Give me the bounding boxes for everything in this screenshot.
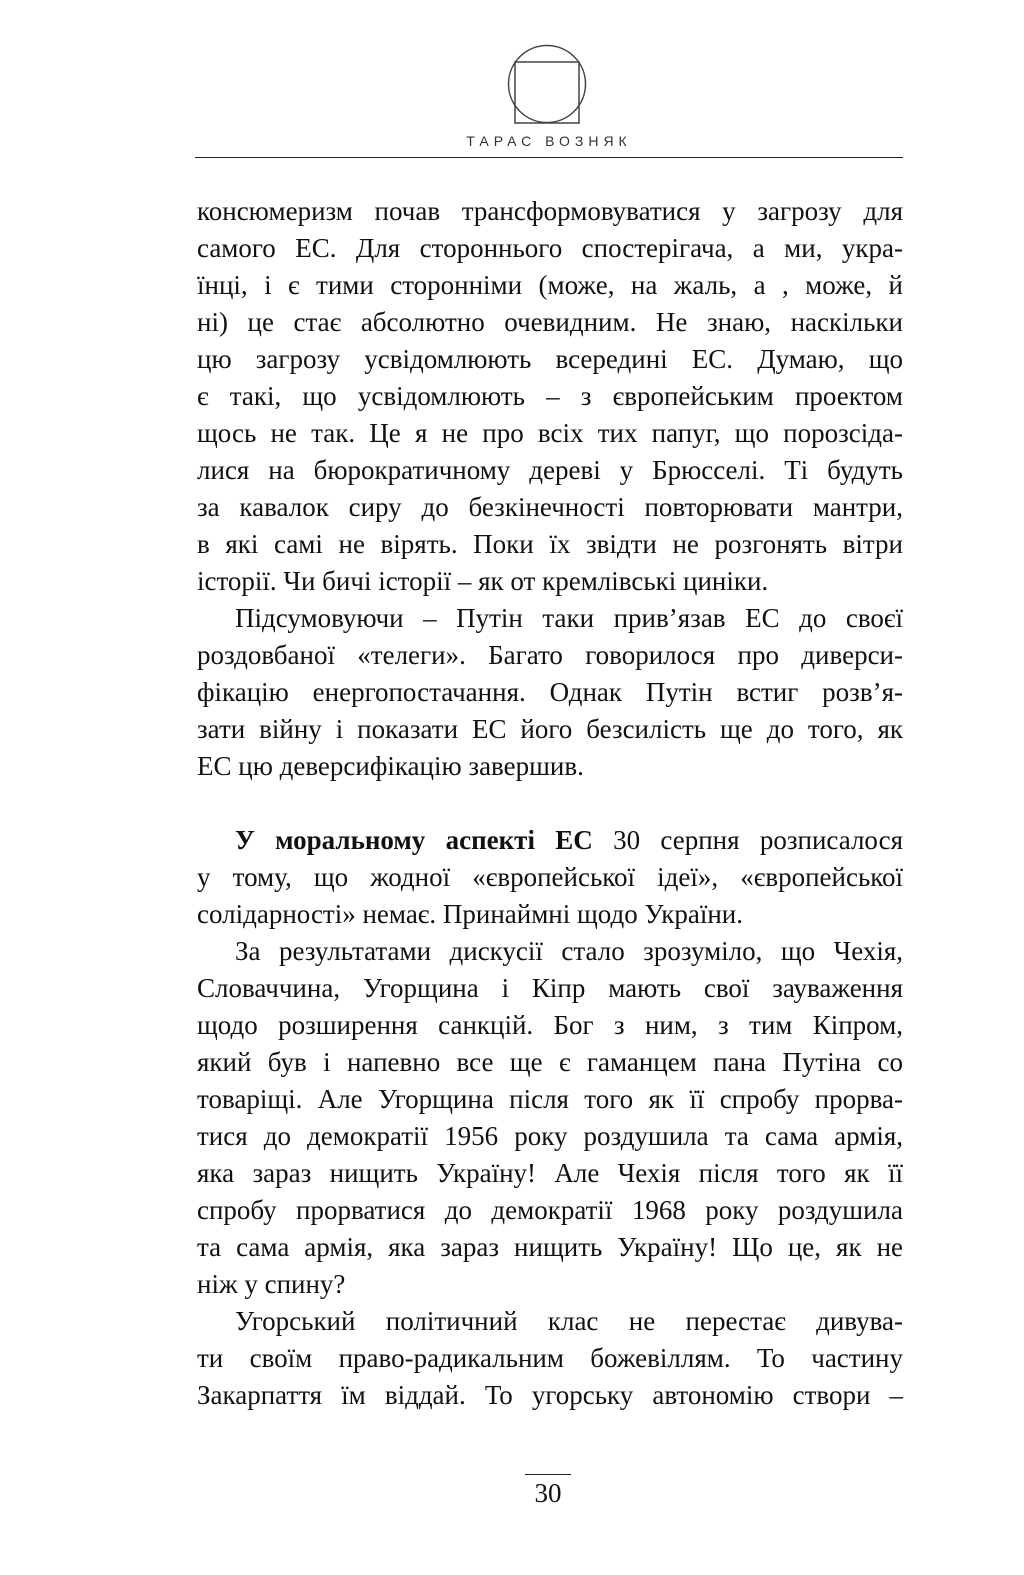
text-line: Угорський політичний клас не перестає дивува- — [235, 1306, 903, 1336]
text-line: роздовбаної «телеги». Багато говорилося про диверси- — [197, 640, 903, 670]
text-line: спробу прорватися до демократії 1968 року роздушила — [197, 1195, 903, 1225]
text-line: Словаччина, Угорщина і Кіпр мають свої зауваження — [197, 973, 903, 1003]
text-line: солідарності» немає. Принаймні щодо України. — [197, 899, 743, 929]
text-line: ніж у спину? — [197, 1269, 346, 1299]
text-line: зати війну і показати ЕС його безсилість ще до того, як — [197, 714, 903, 744]
lead-in-continuation: 30 серпня розписалося — [592, 825, 903, 855]
text-line: щось не так. Це я не про всіх тих папуг, що порозсіда- — [197, 418, 903, 448]
circle-square-logo-icon — [507, 44, 587, 124]
text-line: За результатами дискусії стало зрозуміло, що Чехія, — [235, 936, 903, 966]
text-line: фікацію енергопостачання. Однак Путін встиг розв’я- — [197, 677, 903, 707]
text-line: та сама армія, яка зараз нищить Україну! Що це, як не — [197, 1232, 903, 1262]
text-line: товаріщі. Але Угорщина після того як її спробу прорва- — [197, 1084, 903, 1114]
text-line: ні) це стає абсолютно очевидним. Не знаю, наскільки — [197, 307, 903, 337]
running-head: ТАРАС ВОЗНЯК — [466, 133, 632, 149]
bold-lead-in: У моральному аспекті ЕС — [235, 825, 593, 855]
text-line: який був і напевно все ще є гаманцем пана Путіна со — [197, 1047, 903, 1077]
text-line: тися до демократії 1956 року роздушила та сама армія, — [197, 1121, 903, 1151]
body-text — [197, 193, 903, 1414]
text-line: яка зараз нищить Україну! Але Чехія після того як її — [197, 1158, 903, 1188]
text-line: є такі, що усвідомлюють – з європейським проектом — [197, 381, 903, 411]
text-line — [197, 822, 903, 859]
text-line: ти своїм право-радикальним божевіллям. То частину — [197, 1343, 903, 1373]
text-line: щодо розширення санкцій. Бог з ним, з тим Кіпром, — [197, 1010, 903, 1040]
text-line: Підсумовуючи – Путін таки прив’язав ЕС до своєї — [235, 603, 903, 633]
page-number-rule — [525, 1474, 571, 1475]
text-line: консюмеризм почав трансформовуватися у загрозу для — [197, 196, 903, 226]
text-line: за кавалок сиру до безкінечності повторювати мантри, — [197, 492, 903, 522]
text-line: у тому, що жодної «європейської ідеї», «європейської — [197, 862, 903, 892]
text-line: лися на бюрократичному дереві у Брюсселі. Ті будуть — [197, 455, 903, 485]
text-line: цю загрозу усвідомлюють всередині ЕС. Думаю, що — [197, 344, 903, 374]
text-line: ЕС цю деверсифікацію завершив. — [197, 751, 584, 781]
text-line: в які самі не вірять. Поки їх звідти не розгонять вітри — [197, 529, 903, 559]
text-line: їнці, і є тими сторонніми (може, на жаль, а , може, й — [197, 270, 903, 300]
text-line: самого ЕС. Для стороннього спостерігача, а ми, укра- — [197, 233, 903, 263]
paragraph-gap — [197, 785, 903, 822]
header-rule — [195, 157, 903, 158]
text-line: Закарпаття їм віддай. То угорську автономію створи – — [197, 1380, 903, 1410]
text-line: історії. Чи бичі історії – як от кремлівські циніки. — [197, 566, 769, 596]
page-number: 30 — [534, 1478, 562, 1508]
